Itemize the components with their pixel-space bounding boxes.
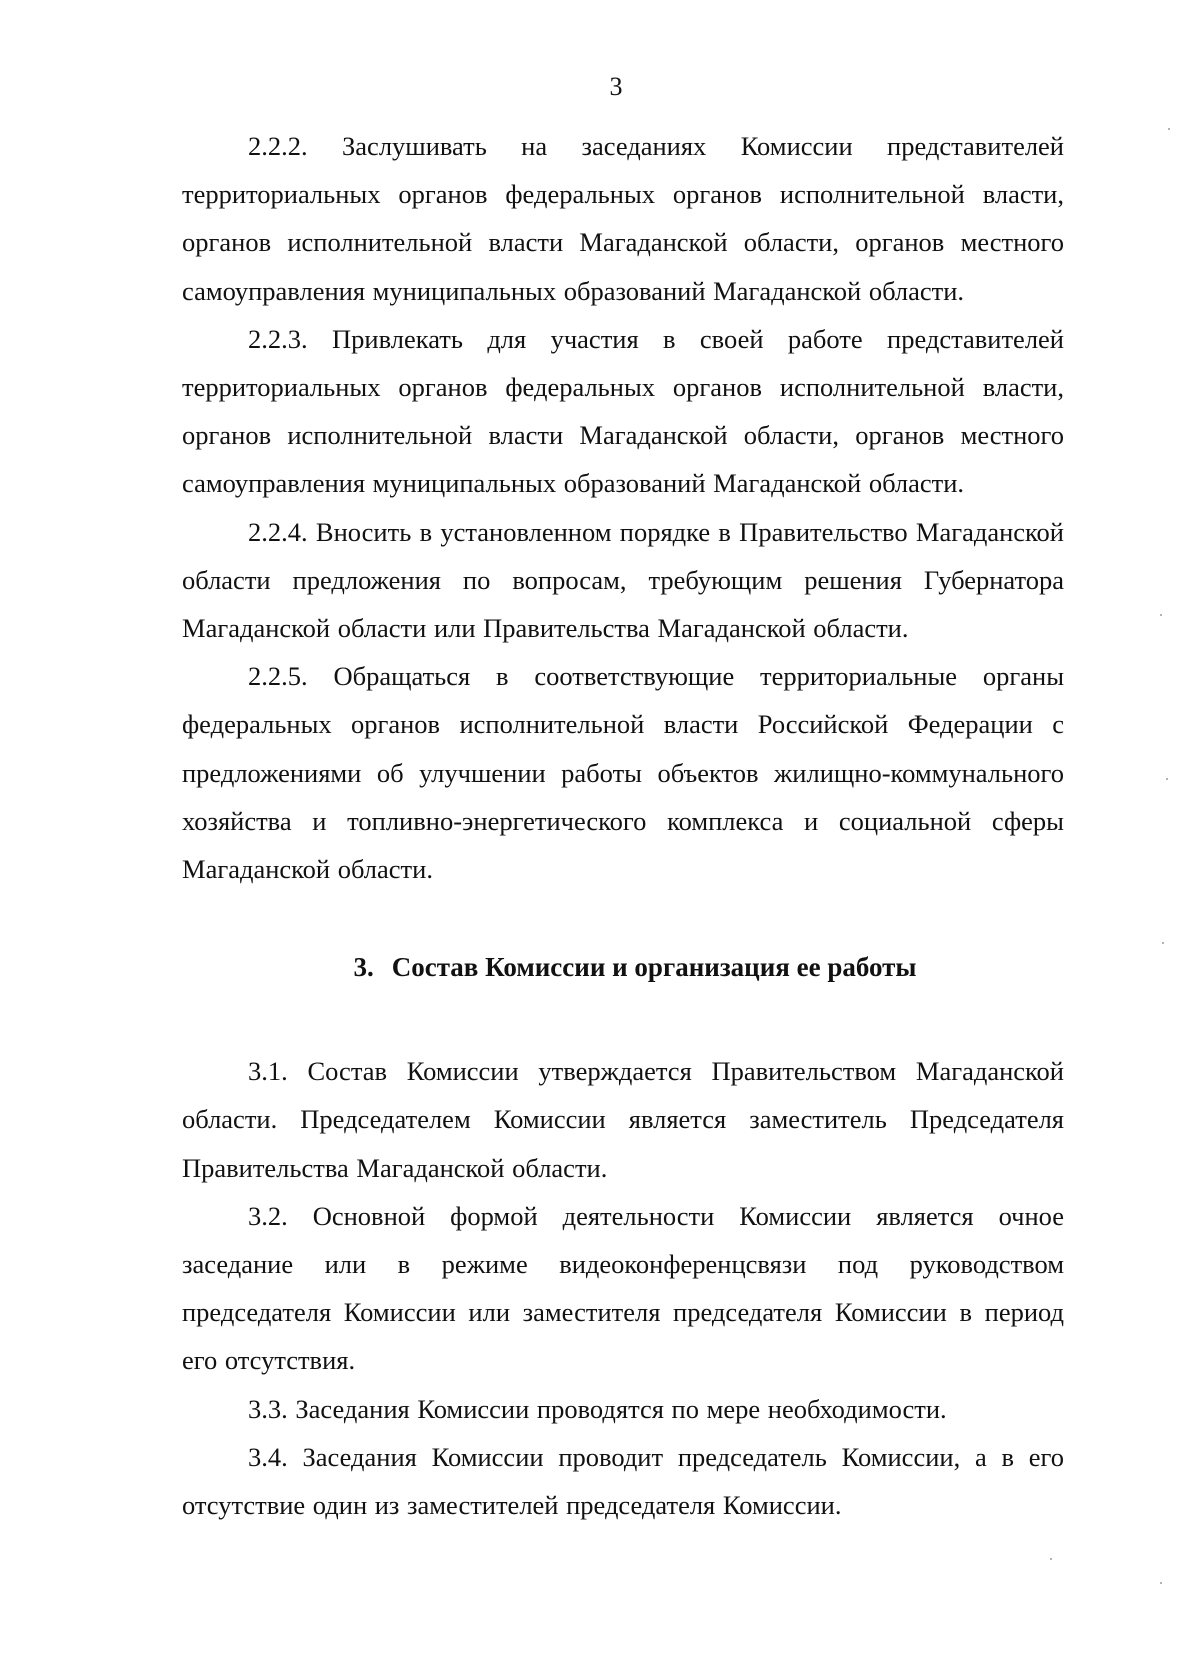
paragraph-3-1: 3.1. Состав Комиссии утверждается Правительством Магаданской области. Председателем Комиссии является заместитель Председателя Правительства Магаданской области. [182, 1056, 1064, 1183]
scan-speck [1162, 942, 1164, 944]
page-number: 3 [609, 72, 623, 101]
scan-speck [1168, 128, 1170, 130]
scan-speck [1050, 1558, 1052, 1560]
section-3-heading [182, 951, 1064, 983]
paragraph-3-4: 3.4. Заседания Комиссии проводит председатель Комиссии, а в его отсутствие один из заместителей председателя Комиссии. [182, 1441, 1064, 1521]
paragraph-3-3: 3.3. Заседания Комиссии проводятся по мере необходимости. [248, 1393, 947, 1424]
paragraph-3-2: 3.2. Основной формой деятельности Комиссии является очное заседание или в режиме видеоконференцсвязи под руководством председателя Комиссии или заместителя председателя Комиссии в период его отсутствия. [182, 1200, 1064, 1376]
spacer [182, 893, 1064, 951]
paragraph-2-2-4: 2.2.4. Вносить в установленном порядке в Правительство Магаданской области предложения по вопросам, требующим решения Губернатора Магаданской области или Правительства Магаданской области. [182, 516, 1064, 644]
paragraph-2-2-5: 2.2.5. Обращаться в соответствующие территориальные органы федеральных органов исполнительной власти Российской Федерации с предложениями об улучшении работы объектов жилищно-коммунального хозяйства и топливно-энергетического комплекса и социальной сферы Магаданской области. [182, 661, 1064, 885]
scan-speck [1160, 1582, 1162, 1584]
paragraph-2-2-2: 2.2.2. Заслушивать на заседаниях Комиссии представителей территориальных органов федеральных органов исполнительной власти, органов исполнительной власти Магаданской области, органов местного самоуправления муниципальных образований Магаданской области. [182, 131, 1064, 306]
scan-speck [1160, 614, 1162, 616]
scan-speck [1166, 778, 1168, 780]
spacer [182, 983, 1064, 1047]
section-3-title: Состав Комиссии и организация ее работы [391, 952, 917, 983]
section-3-number: 3. [353, 952, 374, 983]
paragraph-2-2-3: 2.2.3. Привлекать для участия в своей работе представителей территориальных органов федеральных органов исполнительной власти, органов исполнительной власти Магаданской области, органов местного самоуправления муниципальных образований Магаданской области. [182, 323, 1064, 499]
document-body [182, 122, 1064, 1529]
